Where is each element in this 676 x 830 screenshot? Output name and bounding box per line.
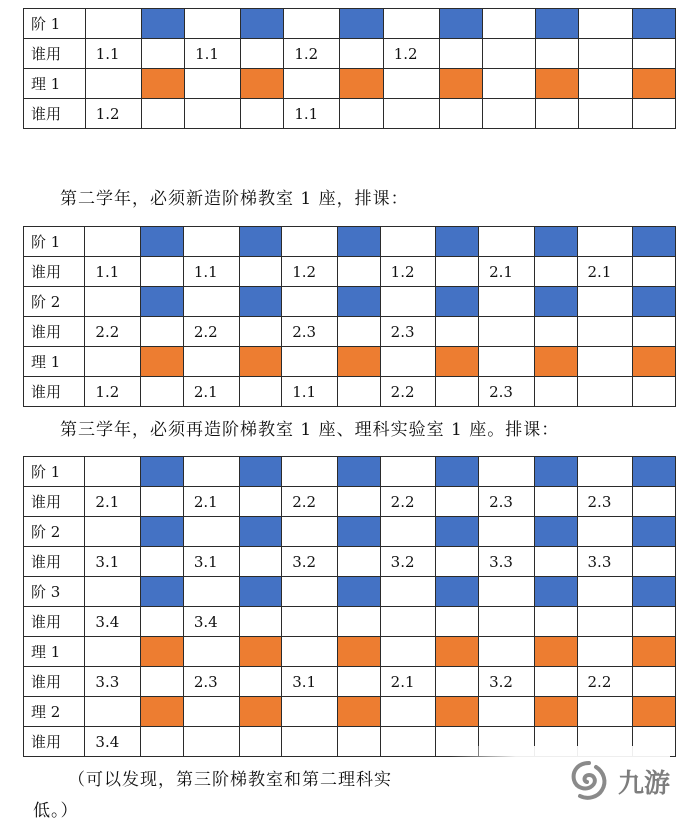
user-cell: 1.2	[284, 39, 340, 69]
empty-cell	[85, 637, 141, 667]
schedule-row	[24, 69, 676, 99]
empty-cell	[577, 287, 633, 317]
empty-cell	[479, 287, 535, 317]
empty-cell	[85, 697, 141, 727]
empty-cell	[282, 517, 338, 547]
user-cell	[383, 99, 439, 129]
empty-cell	[436, 667, 479, 697]
empty-cell	[380, 457, 436, 487]
user-cell: 2.2	[183, 317, 239, 347]
empty-cell	[436, 487, 479, 517]
empty-cell	[85, 577, 141, 607]
empty-cell	[338, 667, 381, 697]
blue-slot-cell	[141, 227, 184, 257]
empty-cell	[633, 257, 676, 287]
orange-slot-cell	[338, 347, 381, 377]
user-cell: 3.3	[479, 547, 535, 577]
user-cell	[183, 727, 239, 757]
blue-slot-cell	[632, 9, 675, 39]
user-cell: 2.1	[380, 667, 436, 697]
empty-cell	[141, 727, 184, 757]
blue-slot-cell	[338, 287, 381, 317]
row-label: 阶 2	[24, 517, 85, 547]
orange-slot-cell	[338, 637, 381, 667]
empty-cell	[340, 99, 383, 129]
empty-cell	[183, 227, 239, 257]
blue-slot-cell	[633, 517, 676, 547]
user-cell: 2.2	[577, 667, 633, 697]
empty-cell	[534, 607, 577, 637]
schedule-table-year1	[23, 8, 676, 129]
empty-cell	[632, 39, 675, 69]
empty-cell	[85, 69, 141, 99]
blue-slot-cell	[436, 517, 479, 547]
row-label: 阶 1	[24, 457, 85, 487]
user-cell: 3.2	[282, 547, 338, 577]
blue-slot-cell	[439, 9, 482, 39]
empty-cell	[183, 347, 239, 377]
empty-cell	[85, 517, 141, 547]
orange-slot-cell	[239, 697, 282, 727]
empty-cell	[479, 697, 535, 727]
empty-cell	[577, 577, 633, 607]
user-cell: 2.3	[479, 487, 535, 517]
row-label: 谁用	[24, 667, 85, 697]
blue-slot-cell	[141, 287, 184, 317]
empty-cell	[141, 317, 184, 347]
user-cell: 3.1	[183, 547, 239, 577]
row-label: 谁用	[24, 257, 85, 287]
user-cell: 2.1	[577, 257, 633, 287]
row-label: 谁用	[24, 547, 85, 577]
empty-cell	[239, 317, 282, 347]
empty-cell	[338, 547, 381, 577]
empty-cell	[534, 487, 577, 517]
empty-cell	[282, 697, 338, 727]
user-cell: 1.1	[284, 99, 340, 129]
orange-slot-cell	[340, 69, 383, 99]
schedule-row	[24, 457, 676, 487]
user-cell: 2.3	[282, 317, 338, 347]
user-cell	[579, 39, 632, 69]
user-cell: 2.2	[85, 317, 141, 347]
schedule-row	[24, 547, 676, 577]
orange-slot-cell	[633, 347, 676, 377]
empty-cell	[340, 39, 383, 69]
row-label: 理 1	[24, 69, 86, 99]
empty-cell	[579, 69, 632, 99]
blue-slot-cell	[436, 227, 479, 257]
user-cell: 1.1	[85, 257, 141, 287]
row-label: 阶 3	[24, 577, 85, 607]
empty-cell	[241, 39, 284, 69]
empty-cell	[534, 317, 577, 347]
row-label: 阶 2	[24, 287, 85, 317]
orange-slot-cell	[239, 347, 282, 377]
empty-cell	[282, 347, 338, 377]
user-cell: 2.1	[85, 487, 141, 517]
blue-slot-cell	[239, 577, 282, 607]
empty-cell	[633, 377, 676, 407]
empty-cell	[577, 347, 633, 377]
user-cell	[579, 99, 632, 129]
row-label: 谁用	[24, 487, 85, 517]
blue-slot-cell	[534, 227, 577, 257]
orange-slot-cell	[436, 637, 479, 667]
user-cell: 1.2	[380, 257, 436, 287]
empty-cell	[183, 517, 239, 547]
empty-cell	[284, 69, 340, 99]
empty-cell	[141, 487, 184, 517]
empty-cell	[534, 377, 577, 407]
user-cell	[479, 607, 535, 637]
orange-slot-cell	[534, 637, 577, 667]
empty-cell	[577, 227, 633, 257]
row-label: 阶 1	[24, 9, 86, 39]
empty-cell	[282, 227, 338, 257]
row-label: 理 2	[24, 697, 85, 727]
blue-slot-cell	[239, 457, 282, 487]
user-cell	[577, 317, 633, 347]
empty-cell	[633, 487, 676, 517]
empty-cell	[85, 457, 141, 487]
empty-cell	[282, 577, 338, 607]
row-label: 理 1	[24, 637, 85, 667]
user-cell	[479, 317, 535, 347]
empty-cell	[183, 697, 239, 727]
swirl-logo-icon	[566, 758, 612, 804]
user-cell	[282, 607, 338, 637]
watermark	[450, 746, 670, 816]
blue-slot-cell	[536, 9, 579, 39]
user-cell: 1.1	[183, 257, 239, 287]
orange-slot-cell	[534, 347, 577, 377]
row-label: 谁用	[24, 39, 86, 69]
empty-cell	[185, 9, 241, 39]
user-cell: 3.3	[577, 547, 633, 577]
empty-cell	[436, 257, 479, 287]
empty-cell	[380, 517, 436, 547]
user-cell: 2.3	[577, 487, 633, 517]
user-cell: 2.1	[183, 487, 239, 517]
empty-cell	[338, 317, 381, 347]
empty-cell	[239, 377, 282, 407]
blue-slot-cell	[436, 457, 479, 487]
row-label: 谁用	[24, 99, 86, 129]
empty-cell	[383, 69, 439, 99]
watermark-text: 九游	[617, 768, 670, 799]
orange-slot-cell	[338, 697, 381, 727]
orange-slot-cell	[536, 69, 579, 99]
empty-cell	[633, 667, 676, 697]
empty-cell	[185, 69, 241, 99]
empty-cell	[338, 257, 381, 287]
empty-cell	[141, 39, 184, 69]
blue-slot-cell	[633, 227, 676, 257]
user-cell	[380, 727, 436, 757]
empty-cell	[534, 667, 577, 697]
empty-cell	[383, 9, 439, 39]
schedule-row	[24, 99, 676, 129]
schedule-row	[24, 347, 676, 377]
empty-cell	[338, 727, 381, 757]
empty-cell	[282, 287, 338, 317]
empty-cell	[239, 257, 282, 287]
blue-slot-cell	[239, 287, 282, 317]
user-cell: 1.2	[383, 39, 439, 69]
blue-slot-cell	[241, 9, 284, 39]
user-cell: 3.4	[85, 607, 141, 637]
empty-cell	[239, 607, 282, 637]
user-cell: 2.3	[380, 317, 436, 347]
empty-cell	[479, 227, 535, 257]
blue-slot-cell	[340, 9, 383, 39]
empty-cell	[577, 697, 633, 727]
empty-cell	[239, 487, 282, 517]
empty-cell	[536, 99, 579, 129]
row-label: 谁用	[24, 377, 85, 407]
user-cell: 2.3	[183, 667, 239, 697]
year2-heading: 第二学年，必须新造阶梯教室 1 座，排课：	[60, 189, 409, 209]
empty-cell	[338, 377, 381, 407]
user-cell	[282, 727, 338, 757]
user-cell	[577, 377, 633, 407]
schedule-row	[24, 227, 676, 257]
empty-cell	[141, 257, 184, 287]
schedule-table-year3	[23, 456, 676, 757]
empty-cell	[239, 727, 282, 757]
user-cell	[577, 607, 633, 637]
empty-cell	[380, 227, 436, 257]
user-cell	[380, 607, 436, 637]
empty-cell	[85, 347, 141, 377]
user-cell: 1.1	[282, 377, 338, 407]
blue-slot-cell	[633, 287, 676, 317]
schedule-row	[24, 317, 676, 347]
empty-cell	[141, 547, 184, 577]
empty-cell	[380, 577, 436, 607]
empty-cell	[85, 227, 141, 257]
schedule-row	[24, 9, 676, 39]
user-cell: 3.2	[479, 667, 535, 697]
row-label: 理 1	[24, 347, 85, 377]
empty-cell	[536, 39, 579, 69]
empty-cell	[579, 9, 632, 39]
empty-cell	[85, 287, 141, 317]
empty-cell	[380, 697, 436, 727]
blue-slot-cell	[436, 287, 479, 317]
empty-cell	[141, 667, 184, 697]
empty-cell	[479, 577, 535, 607]
empty-cell	[380, 347, 436, 377]
empty-cell	[439, 99, 482, 129]
row-label: 谁用	[24, 727, 85, 757]
empty-cell	[338, 607, 381, 637]
row-label: 谁用	[24, 317, 85, 347]
empty-cell	[483, 69, 536, 99]
schedule-row	[24, 667, 676, 697]
row-label: 阶 1	[24, 227, 85, 257]
orange-slot-cell	[141, 637, 184, 667]
empty-cell	[141, 377, 184, 407]
user-cell: 1.2	[85, 99, 141, 129]
user-cell	[185, 99, 241, 129]
orange-slot-cell	[534, 697, 577, 727]
schedule-row	[24, 39, 676, 69]
empty-cell	[284, 9, 340, 39]
orange-slot-cell	[241, 69, 284, 99]
blue-slot-cell	[338, 457, 381, 487]
empty-cell	[380, 287, 436, 317]
user-cell: 3.2	[380, 547, 436, 577]
blue-slot-cell	[633, 577, 676, 607]
empty-cell	[479, 457, 535, 487]
empty-cell	[577, 457, 633, 487]
orange-slot-cell	[632, 69, 675, 99]
user-cell: 3.4	[183, 607, 239, 637]
user-cell: 2.1	[183, 377, 239, 407]
blue-slot-cell	[338, 517, 381, 547]
empty-cell	[479, 637, 535, 667]
empty-cell	[183, 577, 239, 607]
blue-slot-cell	[534, 457, 577, 487]
orange-slot-cell	[633, 697, 676, 727]
blue-slot-cell	[338, 227, 381, 257]
empty-cell	[577, 637, 633, 667]
blue-slot-cell	[141, 577, 184, 607]
empty-cell	[436, 547, 479, 577]
schedule-row	[24, 377, 676, 407]
orange-slot-cell	[141, 697, 184, 727]
user-cell: 2.2	[380, 487, 436, 517]
empty-cell	[141, 607, 184, 637]
blue-slot-cell	[141, 9, 184, 39]
user-cell: 2.3	[479, 377, 535, 407]
empty-cell	[534, 257, 577, 287]
empty-cell	[436, 377, 479, 407]
user-cell: 3.1	[282, 667, 338, 697]
empty-cell	[282, 637, 338, 667]
orange-slot-cell	[239, 637, 282, 667]
blue-slot-cell	[633, 457, 676, 487]
blue-slot-cell	[338, 577, 381, 607]
orange-slot-cell	[141, 69, 184, 99]
empty-cell	[183, 457, 239, 487]
schedule-row	[24, 637, 676, 667]
empty-cell	[183, 287, 239, 317]
user-cell: 1.1	[185, 39, 241, 69]
empty-cell	[380, 637, 436, 667]
empty-cell	[239, 547, 282, 577]
empty-cell	[534, 547, 577, 577]
empty-cell	[483, 9, 536, 39]
empty-cell	[141, 99, 184, 129]
blue-slot-cell	[239, 227, 282, 257]
orange-slot-cell	[633, 637, 676, 667]
note-line-2: 低。）	[33, 801, 79, 821]
blue-slot-cell	[534, 287, 577, 317]
user-cell: 1.2	[282, 257, 338, 287]
schedule-row	[24, 487, 676, 517]
blue-slot-cell	[239, 517, 282, 547]
user-cell: 3.1	[85, 547, 141, 577]
empty-cell	[479, 517, 535, 547]
user-cell	[483, 99, 536, 129]
user-cell: 1.1	[85, 39, 141, 69]
blue-slot-cell	[534, 517, 577, 547]
user-cell: 3.4	[85, 727, 141, 757]
user-cell: 2.2	[380, 377, 436, 407]
user-cell: 2.1	[479, 257, 535, 287]
empty-cell	[85, 9, 141, 39]
blue-slot-cell	[534, 577, 577, 607]
empty-cell	[239, 667, 282, 697]
empty-cell	[439, 39, 482, 69]
empty-cell	[282, 457, 338, 487]
user-cell: 1.2	[85, 377, 141, 407]
note-line-1: （可以发现，第三阶梯教室和第二理科实	[68, 770, 392, 790]
schedule-row	[24, 287, 676, 317]
schedule-row	[24, 517, 676, 547]
empty-cell	[338, 487, 381, 517]
empty-cell	[633, 547, 676, 577]
blue-slot-cell	[436, 577, 479, 607]
orange-slot-cell	[141, 347, 184, 377]
orange-slot-cell	[439, 69, 482, 99]
schedule-row	[24, 697, 676, 727]
schedule-row	[24, 577, 676, 607]
empty-cell	[436, 607, 479, 637]
user-cell	[483, 39, 536, 69]
empty-cell	[241, 99, 284, 129]
empty-cell	[632, 99, 675, 129]
row-label: 谁用	[24, 607, 85, 637]
user-cell: 3.3	[85, 667, 141, 697]
schedule-table-year2	[23, 226, 676, 407]
empty-cell	[183, 637, 239, 667]
orange-slot-cell	[436, 697, 479, 727]
schedule-row	[24, 257, 676, 287]
user-cell: 2.2	[282, 487, 338, 517]
blue-slot-cell	[141, 517, 184, 547]
schedule-row	[24, 607, 676, 637]
empty-cell	[633, 317, 676, 347]
orange-slot-cell	[436, 347, 479, 377]
year3-heading: 第三学年，必须再造阶梯教室 1 座、理科实验室 1 座。排课：	[60, 420, 560, 440]
empty-cell	[436, 317, 479, 347]
empty-cell	[577, 517, 633, 547]
empty-cell	[633, 607, 676, 637]
empty-cell	[479, 347, 535, 377]
blue-slot-cell	[141, 457, 184, 487]
